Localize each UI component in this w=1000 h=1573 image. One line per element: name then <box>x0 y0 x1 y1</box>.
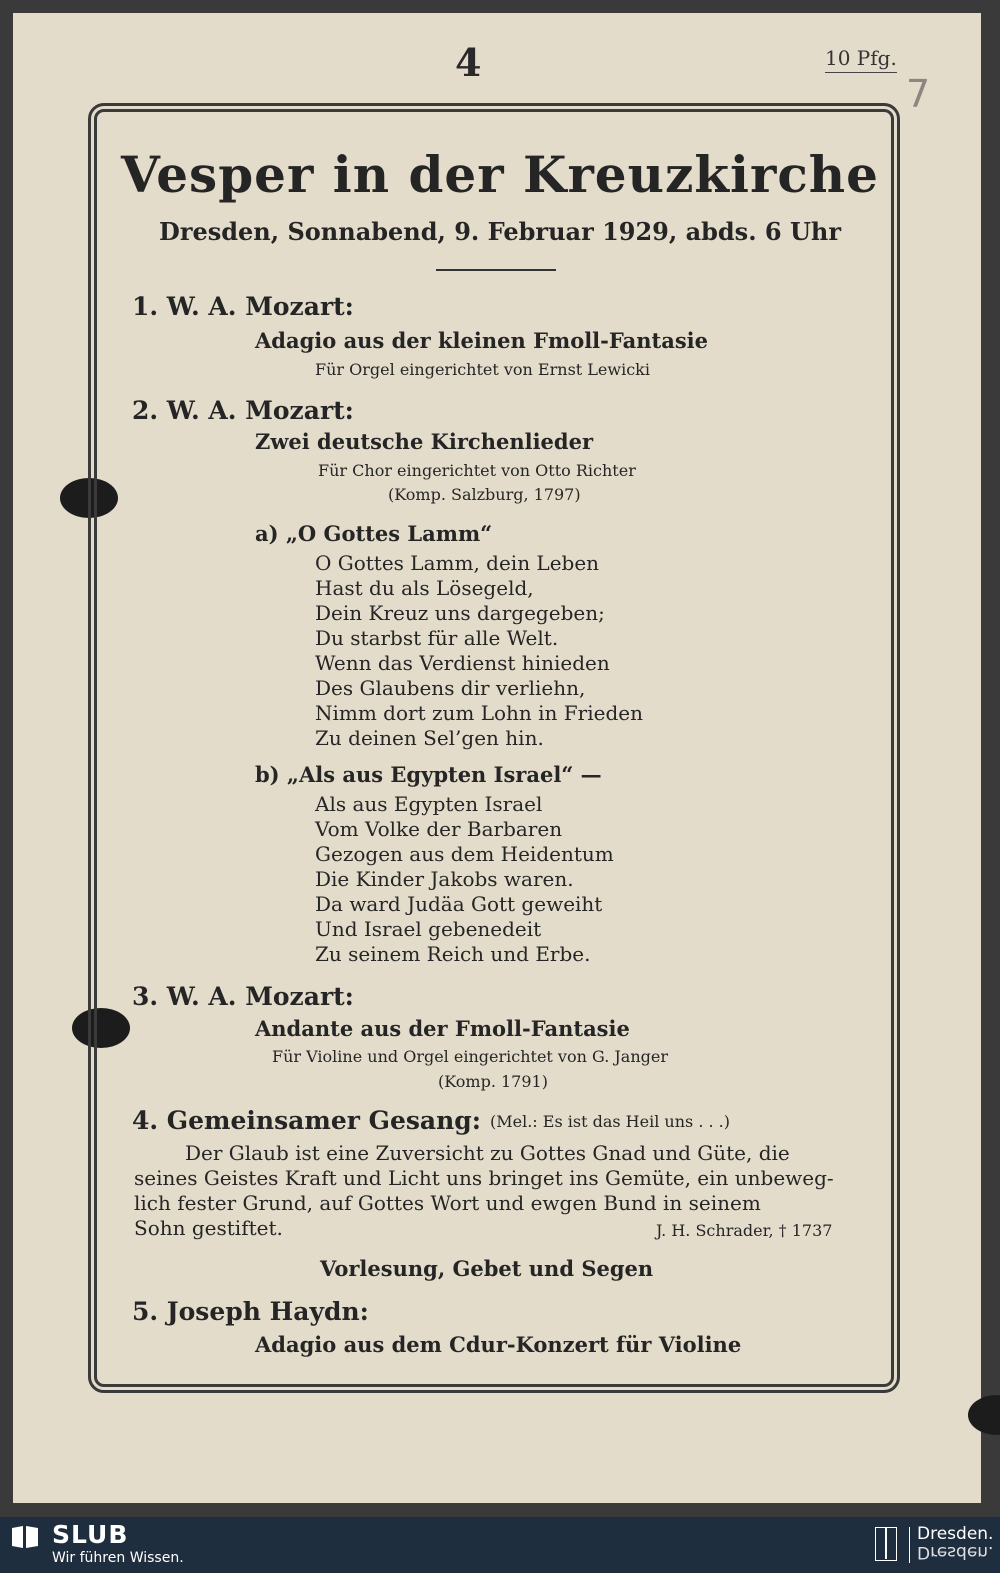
hymn-line: Sohn gestiftet. <box>134 1216 283 1240</box>
hymn-line: lich fester Grund, auf Gottes Wort und ewgen Bund in seinem <box>134 1191 761 1215</box>
lyric-line: Nimm dort zum Lohn in Frieden <box>315 701 643 725</box>
lyric-line: Wenn das Verdienst hinieden <box>315 651 610 675</box>
program-item-heading: 2. W. A. Mozart: <box>132 396 354 425</box>
divider <box>436 269 556 271</box>
page-title: Vesper in der Kreuzkirche <box>121 145 879 204</box>
dresden-logo[interactable]: Dresden. <box>917 1524 994 1544</box>
lyric-line: Zu seinem Reich und Erbe. <box>315 942 591 966</box>
program-item-heading: 4. Gemeinsamer Gesang: <box>132 1106 482 1135</box>
lyric-line: Hast du als Lösegeld, <box>315 576 534 600</box>
pencil-mark: 7 <box>906 72 931 116</box>
hymn-line: Der Glaub ist eine Zuversicht zu Gottes Gnad und Güte, die <box>185 1141 790 1165</box>
lyric-line: Gezogen aus dem Heidentum <box>315 842 614 866</box>
work-note: (Komp. Salzburg, 1797) <box>388 485 581 504</box>
footer-bar <box>0 1517 1000 1573</box>
song-title: a) „O Gottes Lamm“ <box>255 521 493 546</box>
page-number: 4 <box>455 40 482 85</box>
program-item-heading: 1. W. A. Mozart: <box>132 292 354 321</box>
divider <box>909 1527 910 1563</box>
work-title: Andante aus der Fmoll-Fantasie <box>255 1016 630 1041</box>
work-title: Adagio aus dem Cdur-Konzert für Violine <box>255 1332 742 1357</box>
slub-tagline: Wir führen Wissen. <box>52 1550 184 1566</box>
lyric-line: O Gottes Lamm, dein Leben <box>315 551 600 575</box>
slub-logo[interactable]: SLUB <box>52 1520 129 1549</box>
work-note: (Komp. 1791) <box>438 1072 548 1091</box>
work-note: Für Chor eingerichtet von Otto Richter <box>318 461 636 480</box>
hymn-line: seines Geistes Kraft und Licht uns bringet ins Gemüte, ein unbeweg- <box>134 1166 834 1190</box>
work-note: Für Violine und Orgel eingerichtet von G. Janger <box>272 1047 668 1066</box>
lyric-line: Zu deinen Sel’gen hin. <box>315 726 544 750</box>
melody-note: (Mel.: Es ist das Heil uns . . .) <box>490 1112 730 1131</box>
interlude: Vorlesung, Gebet und Segen <box>320 1256 654 1281</box>
hymn-author: J. H. Schrader, † 1737 <box>656 1221 833 1240</box>
lyric-line: Und Israel gebenedeit <box>315 917 542 941</box>
work-note: Für Orgel eingerichtet von Ernst Lewicki <box>315 360 650 379</box>
program-item-heading: 5. Joseph Haydn: <box>132 1297 369 1326</box>
lyric-line: Die Kinder Jakobs waren. <box>315 867 574 891</box>
price-label: 10 Pfg. <box>825 46 897 73</box>
event-date: Dresden, Sonnabend, 9. Februar 1929, abds. 6 Uhr <box>159 217 841 246</box>
book-icon <box>10 1524 40 1550</box>
work-title: Zwei deutsche Kirchenlieder <box>255 429 594 454</box>
lyric-line: Dein Kreuz uns dargegeben; <box>315 601 605 625</box>
lyric-line: Vom Volke der Barbaren <box>315 817 563 841</box>
dresden-crest-icon <box>875 1527 897 1561</box>
work-title: Adagio aus der kleinen Fmoll-Fantasie <box>255 328 708 353</box>
song-title: b) „Als aus Egypten Israel“ — <box>255 762 602 787</box>
lyric-line: Da ward Judäa Gott geweiht <box>315 892 603 916</box>
lyric-line: Als aus Egypten Israel <box>315 792 543 816</box>
program-item-heading: 3. W. A. Mozart: <box>132 982 354 1011</box>
lyric-line: Des Glaubens dir verliehn, <box>315 676 586 700</box>
lyric-line: Du starbst für alle Welt. <box>315 626 559 650</box>
dresden-logo-reflection: Dresden. <box>917 1542 994 1562</box>
